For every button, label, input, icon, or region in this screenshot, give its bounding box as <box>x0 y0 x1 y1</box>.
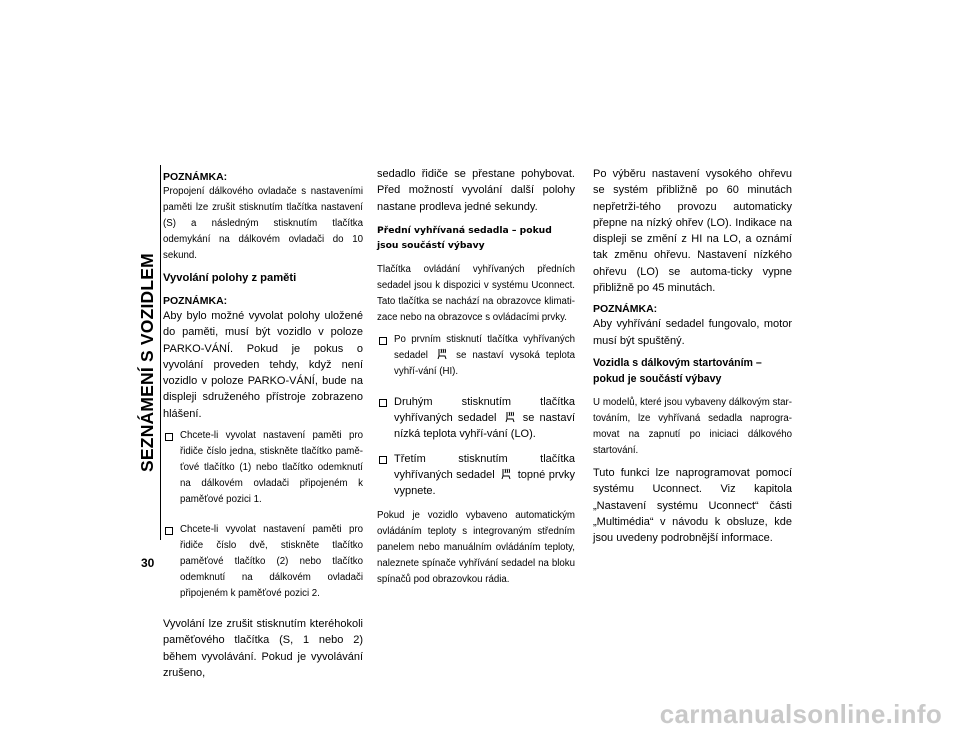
heated-seat-icon <box>500 468 512 480</box>
list-item-text: Druhým stisknutím tlačítka vyhřívaných sedadel se nastaví nízká teplota vyhří-vání (LO). <box>394 395 576 441</box>
heated-seat-icon <box>436 348 448 360</box>
list-item <box>377 332 575 386</box>
note-heading: POZNÁMKA: <box>593 303 658 316</box>
list-item <box>163 522 363 608</box>
watermark: carmanualsonline.info <box>659 699 942 729</box>
note-text: Aby vyhřívání sedadel fungovalo, motor musí být spuštěný. <box>593 318 792 347</box>
note-heading: POZNÁMKA: <box>163 171 228 183</box>
body-paragraph: Tuto funkci lze naprogramovat pomocí systému Uconnect. Viz kapitola „Nastavení systému Uconnect“ části „Multimédia“ v návodu k obsluze, kde jsou uvedeny podrobnější informace. <box>593 466 792 545</box>
note-text: Propojení dálkového ovladače s nastaveními paměti lze zrušit stisknutím tlačítka nastavení (S) a následným stisknutím tlačítka odemykání na dálkovém ovladači do 10 sekund. <box>163 186 363 261</box>
checkbox-bullet-icon <box>379 399 387 407</box>
list-item <box>377 451 575 500</box>
checkbox-bullet-icon <box>379 337 387 345</box>
column-1 <box>163 170 363 687</box>
chapter-side-title <box>136 160 158 565</box>
checkbox-bullet-icon <box>165 527 173 535</box>
list-item-text: Po prvním stisknutí tlačítka vyhřívaných sedadel se nastaví vysoká teplota vyhří-vání (HI). <box>394 333 575 377</box>
list-item <box>163 428 363 514</box>
note-text: Aby bylo možné vyvolat polohy uložené do paměti, musí být vozidlo v poloze PARKO-VÁNÍ. Pokud je pokus o vyvolání proveden tehdy, když není vozidlo v poloze PARKO-VÁNÍ, bude na displeji sdruženého přístroje zobrazeno hlášení. <box>163 310 363 420</box>
list-item <box>377 394 575 443</box>
list-item-text: Chcete-li vyvolat nastavení paměti pro řidiče číslo jedna, stiskněte tlačítko pamě-ťové tlačítko (1) nebo tlačítko odemknutí na dálkovém ovladači připojeném k paměťové pozici 1. <box>180 430 363 506</box>
section-heading-memory-recall: Vyvolání polohy z paměti <box>163 272 297 284</box>
body-paragraph: Po výběru nastavení vysokého ohřevu se systém přibližně po 60 minutách nepřetrži-tého provozu automaticky přepne na nízký ohřev (LO). Indikace na displeji se změní z HI na LO, a oznámí tak změnu ohřevu. Nastavení nízkého ohřevu (LO) se automa-ticky vypne přibližně po 45 minutách. <box>593 168 792 295</box>
note-heading: POZNÁMKA: <box>163 295 228 307</box>
checkbox-bullet-icon <box>379 456 387 464</box>
body-paragraph: U modelů, které jsou vybaveny dálkovým star-továním, lze vyhřívaná sedadla naprogra-movat na zapnutí po iniciaci dálkového startování. <box>593 396 792 456</box>
body-paragraph: sedadlo řidiče se přestane pohybovat. Před možností vyvolání další polohy nastane prodleva jedné sekundy. <box>377 168 575 213</box>
body-paragraph: Vyvolání lze zrušit stisknutím kteréhokoli paměťového tlačítka (S, 1 nebo 2) během vyvolávání. Pokud je vyvolávání zrušeno, <box>163 618 363 679</box>
body-paragraph: Pokud je vozidlo vybaveno automatickým ovládáním teploty s integrovaným středním panelem nebo manuálním ovládáním teploty, naleznete spínače vyhřívání sedadel na bloku spínačů pod obrazovkou rádia. <box>377 509 575 585</box>
chapter-side-title-text: SEZNÁMENÍ S VOZIDLEM <box>136 253 157 472</box>
column-2 <box>377 166 575 594</box>
section-heading-heated-seats: Přední vyhřívaná sedadla – pokud jsou součástí výbavy <box>377 224 552 252</box>
section-heading-remote-start: Vozidla s dálkovým startováním – pokud je součástí výbavy <box>593 356 762 385</box>
page-number: 30 <box>141 556 155 570</box>
body-paragraph: Tlačítka ovládání vyhřívaných předních sedadel jsou k dispozici v systému Uconnect. Tato tlačítka se nachází na obrazovce klimati-zace nebo na obrazovce s ovládacími prvky. <box>377 263 575 323</box>
checkbox-bullet-icon <box>165 433 173 441</box>
list-item-text: Třetím stisknutím tlačítka vyhřívaných sedadel topné prvky vypnete. <box>394 452 576 498</box>
list-item-text: Chcete-li vyvolat nastavení paměti pro řidiče číslo dvě, stiskněte tlačítko paměťové tlačítko (2) nebo tlačítko odemknutí na dálkovém ovladači připojeném k paměťové pozici 2. <box>180 524 363 600</box>
column-3 <box>593 166 792 552</box>
heated-seat-icon <box>504 411 516 423</box>
chapter-divider-line <box>160 165 161 540</box>
